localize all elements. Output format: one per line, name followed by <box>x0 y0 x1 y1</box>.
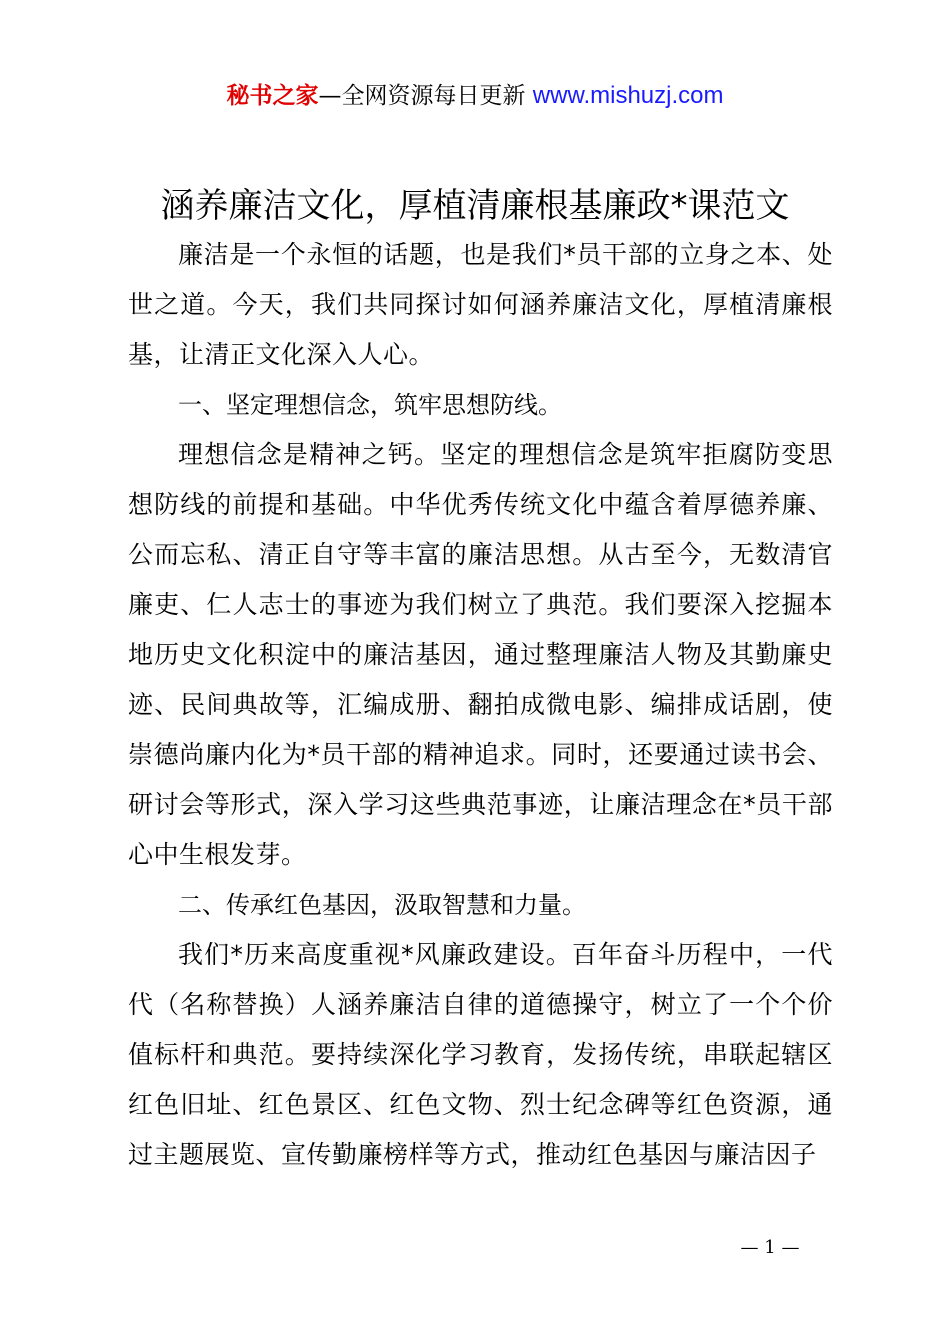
paragraph-section-2: 我们*历来高度重视*风廉政建设。百年奋斗历程中，一代代（名称替换）人涵养廉洁自律的道德操守，树立了一个个价值标杆和典范。要持续深化学习教育，发扬传统，串联起辖区红色旧址、红色景区、红色文物、烈士纪念碑等红色资源，通过主题展览、宣传勤廉榜样等方式，推动红色基因与廉洁因子 <box>128 940 833 1169</box>
site-url[interactable]: www.mishuzj.com <box>532 82 724 109</box>
document-body <box>128 230 833 1180</box>
paragraph-intro: 廉洁是一个永恒的话题，也是我们*员干部的立身之本、处世之道。今天，我们共同探讨如何涵养廉洁文化，厚植清廉根基，让清正文化深入人心。 <box>128 240 833 369</box>
paragraph-section-1: 理想信念是精神之钙。坚定的理想信念是筑牢拒腐防变思想防线的前提和基础。中华优秀传统文化中蕴含着厚德养廉、公而忘私、清正自守等丰富的廉洁思想。从古至今，无数清官廉吏、仁人志士的事迹为我们树立了典范。我们要深入挖掘本地历史文化积淀中的廉洁基因，通过整理廉洁人物及其勤廉史迹、民间典故等，汇编成册、翻拍成微电影、编排成话剧，使崇德尚廉内化为*员干部的精神追求。同时，还要通过读书会、研讨会等形式，深入学习这些典范事迹，让廉洁理念在*员干部心中生根发芽。 <box>128 440 833 869</box>
page-number: — 1 — <box>740 1237 800 1258</box>
site-tagline: —全网资源每日更新 <box>318 83 533 109</box>
site-brand: 秘书之家 <box>226 83 319 109</box>
section-heading-1: 一、坚定理想信念，筑牢思想防线。 <box>178 391 562 419</box>
document-title: 涵养廉洁文化，厚植清廉根基廉政*课范文 <box>160 186 790 226</box>
section-heading-2: 二、传承红色基因，汲取智慧和力量。 <box>178 891 586 919</box>
site-header <box>0 80 950 112</box>
